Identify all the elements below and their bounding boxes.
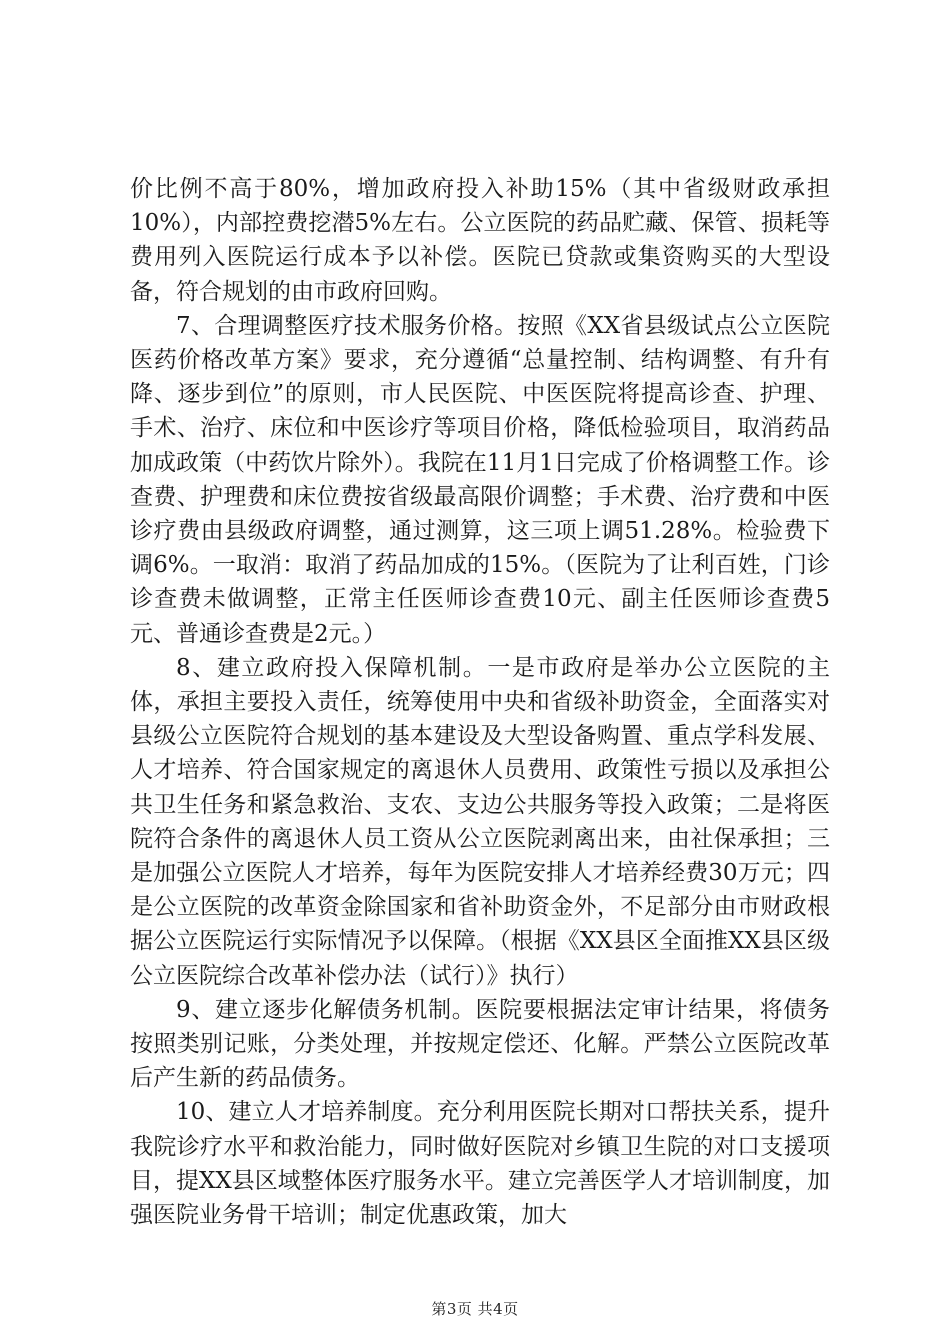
paragraph-item-7: 7、合理调整医疗技术服务价格。按照《XX省县级试点公立医院医药价格改革方案》要求，充分遵循“总量控制、结构调整、有升有降、逐步到位”的原则，市人民医院、中医医院将提高诊查、护理、手术、治疗、床位和中医诊疗等项目价格，降低检验项目，取消药品加成政策（中药饮片除外）。我院在11月1日完成了价格调整工作。诊查费、护理费和床位费按省级最高限价调整；手术费、治疗费和中医诊疗费由县级政府调整，通过测算，这三项上调51.28%。检验费下调6%。一取消：取消了药品加成的15%。（医院为了让利百姓，门诊诊查费未做调整，正常主任医师诊查费10元、副主任医师诊查费5元、普通诊查费是2元。）: [130, 312, 830, 647]
paragraph-item-8: 8、建立政府投入保障机制。一是市政府是举办公立医院的主体，承担主要投入责任，统筹使用中央和省级补助资金，全面落实对县级公立医院符合规划的基本建设及大型设备购置、重点学科发展、人才培养、符合国家规定的离退休人员费用、政策性亏损以及承担公共卫生任务和紧急救治、支农、支边公共服务等投入政策；二是将医院符合条件的离退休人员工资从公立医院剥离出来，由社保承担；三是加强公立医院人才培养，每年为医院安排人才培养经费30万元；四是公立医院的改革资金除国家和省补助资金外，不足部分由市财政根据公立医院运行实际情况予以保障。（根据《XX县区全面推XX县区级公立医院综合改革补偿办法（试行）》执行）: [130, 654, 830, 989]
document-body: [130, 172, 830, 1232]
paragraph-continuation: 价比例不高于80%，增加政府投入补助15%（其中省级财政承担10%），内部控费挖潜5%左右。公立医院的药品贮藏、保管、损耗等费用列入医院运行成本予以补偿。医院已贷款或集资购买的大型设备，符合规划的由市政府回购。: [130, 176, 830, 305]
paragraph-item-10: 10、建立人才培养制度。充分利用医院长期对口帮扶关系，提升我院诊疗水平和救治能力，同时做好医院对乡镇卫生院的对口支援项目，提XX县区域整体医疗服务水平。建立完善医学人才培训制度，加强医院业务骨干培训；制定优惠政策，加大: [130, 1099, 830, 1229]
paragraph-item-9: 9、建立逐步化解债务机制。医院要根据法定审计结果，将债务按照类别记账，分类处理，并按规定偿还、化解。严禁公立医院改革后产生新的药品债务。: [130, 996, 830, 1092]
page-number-footer: 第3页 共4页: [431, 1300, 519, 1318]
